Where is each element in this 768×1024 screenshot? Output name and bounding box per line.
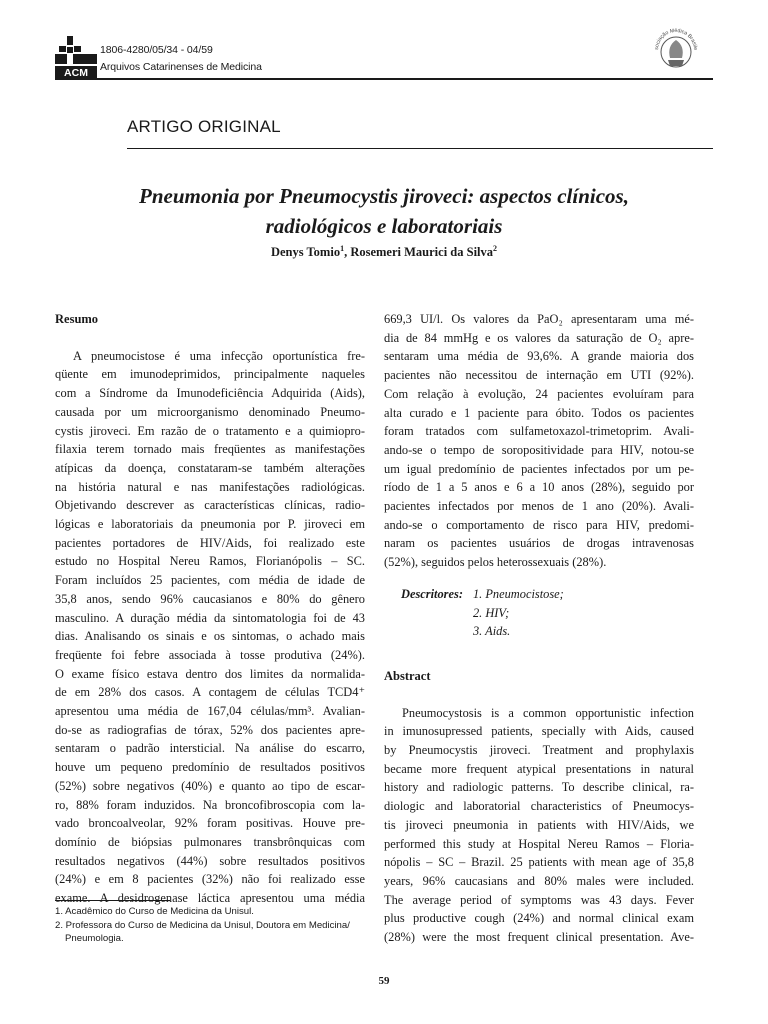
abstract-line: The average period of symptoms was 43 days. Fever xyxy=(384,892,694,907)
resumo-line: ríodo de 1 a 5 anos e 6 a 10 anos (28%), seguido por xyxy=(384,480,694,495)
resumo-line: lógicas e laboratoriais da pneumonia por P. jiroveci em xyxy=(55,517,365,532)
abstract-line: plus productive cough (24%) and normal clinical exam xyxy=(384,911,694,926)
resumo-line: estudo no Hospital Nereu Ramos, Florianópolis – SC. xyxy=(55,554,365,569)
abstract-line: by Pneumocystis jiroveci. Treatment and prophylaxis xyxy=(384,743,694,758)
left-column xyxy=(55,310,365,908)
association-seal-icon xyxy=(648,20,704,76)
author-1-affiliation: 1 xyxy=(340,244,345,253)
resumo-line: ro, 88% foram induzidos. Na broncofibroscopia com la- xyxy=(55,797,365,812)
resumo-line: O exame físico estava dentro dos limites da normalida- xyxy=(55,666,365,681)
descritores xyxy=(384,585,694,641)
resumo-line: pacientes não necessitou de internação em UTI (92%). xyxy=(384,368,694,383)
abstract-line: nópolis – SC – Brazil. 25 patients with mean age of 35,8 xyxy=(384,855,694,870)
resumo-line: na história natural e nas manifestações radiológicas. xyxy=(55,479,365,494)
abstract-line: history and radiologic patterns. To describe clinical, ra- xyxy=(384,780,694,795)
right-column xyxy=(384,310,694,947)
resumo-line: filaxia terem tornado mais freqüentes as manifestações xyxy=(55,442,365,457)
article-title xyxy=(55,181,713,241)
journal-name: Arquivos Catarinenses de Medicina xyxy=(100,61,262,73)
section-rule xyxy=(127,148,713,149)
descritor-1: 1. Pneumocistose; xyxy=(472,586,564,601)
abstract-line: became more frequent atypical presentations in natural xyxy=(384,761,694,776)
resumo-line: naram os pacientes usuários de drogas intravenosas xyxy=(384,536,694,551)
resumo-line: ando-se o tempo de soropositividade para HIV, notou-se xyxy=(384,442,694,457)
title-line-2: radiológicos e laboratoriais xyxy=(265,214,503,238)
resumo-line: atípicas da doença, constataram-se também alterações xyxy=(55,460,365,475)
resumo-line: A pneumocistose é uma infecção oportunística fre- xyxy=(73,348,365,363)
resumo-line: pacientes portadores de HIV/Aids, foi realizado este xyxy=(55,535,365,550)
abstract-heading: Abstract xyxy=(384,668,431,683)
resumo-line: Objetivando descrever as características clínicas, radio- xyxy=(55,498,365,513)
resumo-line: dia de 84 mmHg e os valores da saturação de O₂ apre- xyxy=(384,330,694,345)
resumo-line: de em 28% dos casos. A contagem de células TCD4⁺ xyxy=(55,685,365,700)
resumo-line: masculino. A duração média da sintomatologia foi de 43 xyxy=(55,610,365,625)
resumo-line: sentaram uma média de 93,6%. A grande maioria dos xyxy=(384,349,694,364)
resumo-line: sentaram o padrão intersticial. Na análise do escarro, xyxy=(55,741,365,756)
resumo-line: exame. A desidrogenase láctica apresentou uma média xyxy=(55,891,365,906)
resumo-line: um igual predomínio de pacientes infectados por um pe- xyxy=(384,461,694,476)
resumo-line: (52%) sobre negativos (40%) e quanto ao tipo de escar- xyxy=(55,778,365,793)
resumo-line: do-se as radiografias de tórax, 52% dos pacientes apre- xyxy=(55,722,365,737)
abstract-line: Pneumocystosis is a common opportunistic infection xyxy=(402,705,694,720)
resumo-line: apresentou uma média de 167,04 células/mm³. Avalian- xyxy=(55,704,365,719)
author-separator: , xyxy=(344,245,351,260)
resumo-line: alta curado e 1 paciente para óbito. Todos os pacientes xyxy=(384,405,694,420)
header-rule xyxy=(55,78,713,80)
acm-logo-text: ACM xyxy=(64,67,88,78)
author-1: Denys Tomio xyxy=(270,245,341,260)
resumo-line: dias. Analisando os sinais e os sintomas, o achado mais xyxy=(55,629,365,644)
resumo-continuation xyxy=(384,310,694,572)
resumo-line: com a Síndrome da Imunodeficiência Adquirida (Aids), xyxy=(55,386,365,401)
abstract-line: (28%) were the most frequent clinical presentation. Ave- xyxy=(384,930,694,945)
section-label: ARTIGO ORIGINAL xyxy=(127,117,281,136)
authors xyxy=(55,244,713,260)
resumo-line: 669,3 UI/l. Os valores da PaO₂ apresentaram uma mé- xyxy=(384,312,694,326)
resumo-line: causada por um microorganismo denominado Pneumo- xyxy=(55,404,365,419)
resumo-line: Com relação à evolução, 24 pacientes evoluíram para xyxy=(384,386,694,401)
footnote-1: 1. Acadêmico do Curso de Medicina da Unisul. xyxy=(55,906,254,917)
acm-logo xyxy=(55,36,97,78)
author-2: Rosemeri Maurici da Silva xyxy=(350,245,494,260)
seal-text: sociação Médica Brasile xyxy=(653,27,699,51)
descritores-label: Descritores: xyxy=(401,586,463,601)
footnotes xyxy=(55,905,370,946)
resumo-line: ando-se o comportamento de risco para HIV, predomi- xyxy=(384,517,694,532)
issn: 1806-4280/05/34 - 04/59 xyxy=(100,44,213,56)
abstract-line: tis jiroveci pneumonia in patients with HIV/Aids, we xyxy=(384,817,694,832)
abstract-line: years, 96% caucasians and 80% males were included. xyxy=(384,873,694,888)
resumo-line: foram tratados com sulfametoxazol-trimetoprim. Avali- xyxy=(384,424,694,439)
title-line-1: Pneumonia por Pneumocystis jiroveci: aspectos clínicos, xyxy=(139,184,629,208)
footnote-rule xyxy=(55,900,170,901)
resumo-line: houve um pequeno predomínio de resultados positivos xyxy=(55,760,365,775)
resumo-line: freqüente foi febre associada à tosse produtiva (24%). xyxy=(55,647,365,662)
abstract-body xyxy=(384,704,694,947)
resumo-line: (52%), seguidos pelos heterossexuais (28%). xyxy=(384,555,607,570)
resumo-body xyxy=(55,347,365,908)
resumo-heading: Resumo xyxy=(55,312,99,326)
descritor-2: 2. HIV; xyxy=(472,605,510,620)
resumo-line: vado broncoalveolar, 92% foram positivas. Houve pre- xyxy=(55,816,365,831)
resumo-line: (24%) e em 8 pacientes (32%) não foi realizado esse xyxy=(55,872,365,887)
author-2-affiliation: 2 xyxy=(493,244,498,253)
descritor-3: 3. Aids. xyxy=(472,624,511,639)
resumo-line: cystis jiroveci. Em razão de o tratamento e a quimiopro- xyxy=(55,423,365,438)
resumo-line: pacientes infectados por menos de 1 ano (20%). Avali- xyxy=(384,499,694,514)
page-number: 59 xyxy=(378,975,390,987)
footnote-2: 2. Professora do Curso de Medicina da Unisul, Doutora em Medicina/ Pneumologia. xyxy=(55,919,350,944)
resumo-line: qüente em imunodeprimidos, principalmente naqueles xyxy=(55,367,365,382)
resumo-line: 35,8 anos, sendo 96% caucasianos e 80% do gênero xyxy=(55,591,365,606)
abstract-line: diologic and laboratorial characteristics of Pneumocys- xyxy=(384,799,694,814)
resumo-line: Foram incluídos 25 pacientes, com média de idade de xyxy=(55,573,365,588)
abstract-line: in imunosupressed patients, specially with Aids, caused xyxy=(384,724,694,739)
resumo-line: domínio de biópsias pulmonares transbrônquicas com xyxy=(55,834,365,849)
resumo-line: resultados negativos (44%) sobre resultados positivos xyxy=(55,853,365,868)
abstract-line: performed this study at Hospital Nereu Ramos – Floria- xyxy=(384,836,694,851)
